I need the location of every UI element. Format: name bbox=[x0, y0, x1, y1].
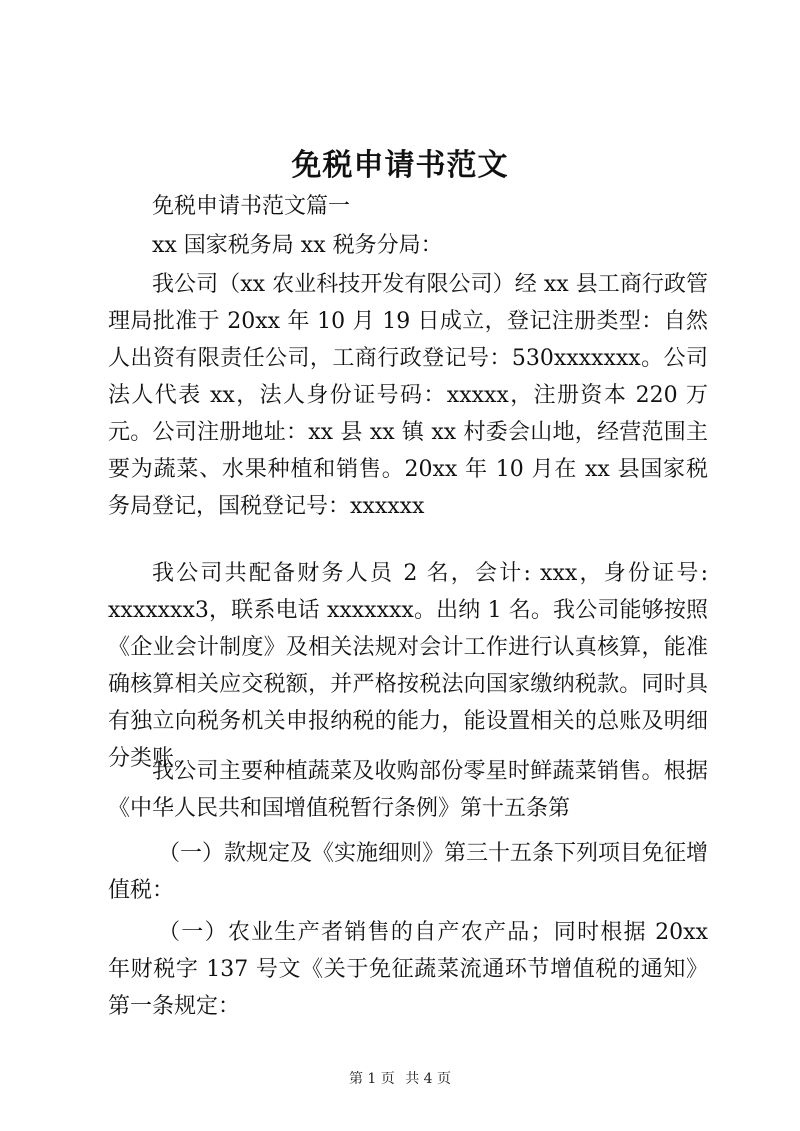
section-heading: 免税申请书范文篇一 bbox=[152, 194, 351, 219]
document-title: 免税申请书范文 bbox=[291, 148, 509, 183]
page-total: 共 4 页 bbox=[405, 1071, 452, 1087]
paragraph-finance-staff: 我公司共配备财务人员 2 名，会计: xxx，身份证号: xxxxxxx3，联系电话 xxxxxxx。出纳 1 名。我公司能够按照《企业会计制度》及相关法规对会计工作进行认真核算，能准确核算相关应交税额，并严格按税法向国家缴纳税款。同时具有独立向税务机关申报纳税的能力，能设置相关的总账及明细分类账。 bbox=[108, 561, 708, 771]
page-footer bbox=[0, 1068, 800, 1088]
paragraph-farm-products: （一）农业生产者销售的自产农产品；同时根据 20xx 年财税字 137 号文《关于免征蔬菜流通环节增值税的通知》第一条规定： bbox=[108, 920, 708, 1019]
page-number: 第 1 页 bbox=[348, 1071, 395, 1087]
paragraph-regulation-item: （一）款规定及《实施细则》第三十五条下列项目免征增值税： bbox=[108, 841, 709, 903]
paragraph-company-info: 我公司（xx 农业科技开发有限公司）经 xx 县工商行政管理局批准于 20xx 年 10 月 19 日成立，登记注册类型：自然人出资有限责任公司，工商行政登记号：530xxxxxxx。公司法人代表 xx，法人身份证号码：xxxxx，注册资本 220 万元。公司注册地址：xx 县 xx 镇 xx 村委会山地，经营范围主要为蔬菜、水果种植和销售。20xx 年 10 月在 xx 县国家税务局登记，国税登记号：xxxxxx bbox=[108, 272, 708, 519]
paragraph-business-basis: 我公司主要种植蔬菜及收购部份零星时鲜蔬菜销售。根据《中华人民共和国增值税暂行条例》第十五条第 bbox=[108, 759, 708, 821]
addressee-line: xx 国家税务局 xx 税务分局： bbox=[152, 233, 443, 258]
